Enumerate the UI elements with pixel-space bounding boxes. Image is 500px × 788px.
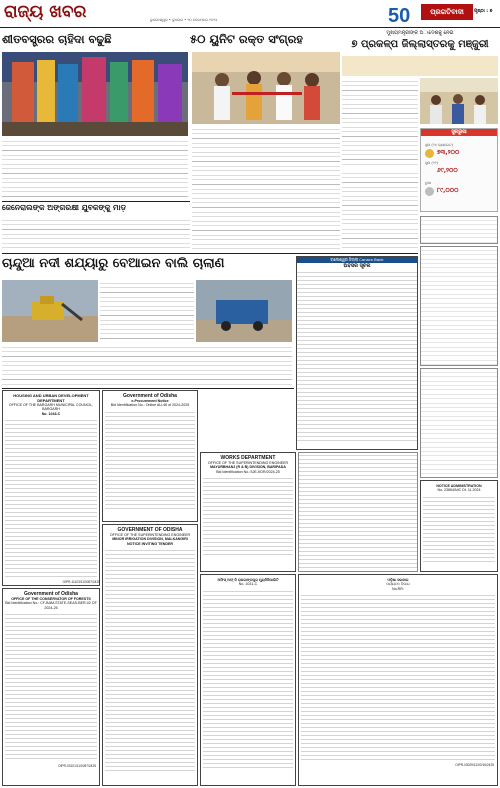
headline-projects: ୭ ପ୍ରକଳ୍ପ ଜିଲ୍ଲାସ୍ତରକୁ ମଞ୍ଜୁରୀ <box>351 39 489 50</box>
gold22-value: ୬୯,୨୦୦ <box>437 167 458 174</box>
winter-clothes-photo <box>2 52 188 136</box>
page-number: ପୃଷ୍ଠା : ୭ <box>474 9 493 14</box>
works-circle: MAYURBHANJ (R & B) DIVISION, BARIPADA <box>210 465 286 470</box>
general-article-text <box>2 217 190 251</box>
svg-text:50: 50 <box>388 5 411 26</box>
masthead-subline: ଭୁବନେଶ୍ୱର • ବୁଧବାର • ୨୦ ନଭେମ୍ବର ୨୦୨୪ <box>150 18 218 22</box>
housing-sub: OFFICE OF THE BARGARH MUNICIPAL COUNCIL, BARGARH <box>8 403 94 412</box>
section-title: ରାଜ୍ୟ ଖବର <box>4 2 87 22</box>
rajgangpur-no: No. 1031-C <box>238 582 258 587</box>
minor-notice-label: NOTICE INVITING TENDER <box>127 541 173 546</box>
rule-ads <box>2 388 294 389</box>
silver-value: ୮୯,୦୦୦ <box>437 187 459 194</box>
housing-notice <box>2 390 100 586</box>
center-filler <box>298 452 418 572</box>
bank-notice-title: ବାଲେଶ୍ୱର ଜିଲ୍ଲା Canara Bank <box>297 257 417 263</box>
odisha-eproc-notice <box>102 390 198 522</box>
tourism-no: No.RR: <box>392 586 404 591</box>
gold-coin-icon <box>425 149 434 158</box>
anniversary-logo <box>386 2 418 26</box>
masthead <box>0 0 500 30</box>
tourism-sub: ପର୍ଯ୍ୟଟନ ବିଭାଗ <box>386 582 410 587</box>
section-title-box <box>4 2 154 24</box>
projects-article-text-2 <box>342 170 418 224</box>
tourism-oipr: OIPR-03029/11/00/16/2425 <box>455 763 494 768</box>
odisha-eproc-body <box>105 410 195 510</box>
nla-title: NOTICE ADMINISTRATION <box>436 484 482 488</box>
headline-blood: ୫୦ ୟୁନିଟ ରକ୍ତ ସଂଗ୍ରହ <box>190 32 304 46</box>
blood-article-text <box>192 126 340 250</box>
works-bid: Bid Identification No.:SJE-KDR/2024-25 <box>216 469 280 474</box>
truck-photo <box>196 280 292 342</box>
winter-article-text <box>2 138 188 200</box>
minor-body <box>105 548 195 772</box>
nla-no: No. 23854/NIC Dt. 11.2024 <box>437 488 481 493</box>
forest-title: Government of Odisha <box>24 591 78 597</box>
silver-label: ରୁପା <box>425 181 432 185</box>
river-article-text-b <box>2 344 292 386</box>
works-body <box>203 476 293 556</box>
forest-bid: Bid Identification No.: CF-BAM-STATE-SEAS-BER-02 OF 2024-25 <box>5 601 97 610</box>
blood-donation-photo <box>192 52 340 124</box>
sidebar-ad-3 <box>420 368 498 478</box>
masthead-rule <box>0 27 500 28</box>
odisha-eproc-title: Government of Odisha <box>123 393 177 399</box>
minor-sub: OFFICE OF THE SUPERINTENDING ENGINEER <box>109 533 191 537</box>
rajgangpur-body <box>203 589 293 769</box>
housing-oipr: OIPR-11103/11/0057/2425 <box>62 580 100 584</box>
nla-notice <box>420 480 498 572</box>
nla-body <box>423 495 495 563</box>
housing-title: HOUSING AND URBAN DEVELOPMENT DEPARTMENT <box>13 393 89 403</box>
forest-oipr: OIPR-03101/11/0057/2425 <box>58 764 96 769</box>
rajgangpur-title: ଅଫିସ୍ ଅଫ୍ ଦି ରାଜଗାଙ୍ଗପୁର ମ୍ୟୁନିସିପାଲିଟି <box>217 578 279 582</box>
river-article-text-a <box>100 280 194 342</box>
minor-title: GOVERNMENT OF ODISHA <box>117 527 183 533</box>
minor-irrigation-notice <box>102 524 198 786</box>
market-box <box>420 128 498 212</box>
tourism-title: ଓଡ଼ିଶା ସରକାର <box>387 578 409 582</box>
forest-sub: OFFICE OF THE CONSERVATOR OF FORESTS <box>11 597 91 601</box>
sidebar-ad-2 <box>420 246 498 366</box>
forest-body <box>5 612 97 762</box>
works-title: WORKS DEPARTMENT <box>220 455 276 461</box>
silver-coin-icon <box>425 187 434 196</box>
tourism-body <box>301 593 495 761</box>
brand-box <box>421 4 473 20</box>
projects-inset-photo <box>420 78 498 124</box>
bank-notice-heading: ଅବସର ସୂଚନା <box>343 263 371 269</box>
housing-body <box>5 418 97 578</box>
projects-article-text-1 <box>342 78 418 168</box>
market-title: ସୁନାରୁପା <box>421 129 497 136</box>
gold-label: ସୁନା (୨୪ କ୍ୟାରେଟ) <box>425 143 453 147</box>
rajgangpur-notice <box>200 574 296 786</box>
projects-article-text-3 <box>342 226 418 252</box>
gold22-label: ସୁନା (୨୨) <box>425 161 438 165</box>
rule-row3 <box>2 253 418 254</box>
bank-notice-body <box>297 270 417 444</box>
sand-mining-photo <box>2 280 98 342</box>
sidebar-ad-1 <box>420 216 498 244</box>
gold-value: ୭୩,୨୦୦ <box>437 149 460 156</box>
headline-winter: ଶୀତବସ୍ତ୍ରର ଚାହିଦା ବଢୁଛି <box>2 32 112 46</box>
headline-kicker: ମୁଖ୍ୟମନ୍ତ୍ରୀଙ୍କ ଅାଦେଶକୁ ନେଇ <box>386 30 454 36</box>
minor-circle: MINOR IRRIGATION DIVISION, MALKANGIRI <box>112 537 188 542</box>
headline-general: ଜେନେରାଲଙ୍କ ଅଙ୍ଗରକ୍ଷୀ ଯୁବକଙ୍କୁ ମାଡ଼ <box>2 203 127 212</box>
housing-no: No. 1043-C <box>41 411 61 416</box>
tourism-notice <box>298 574 498 786</box>
brand-name: ପ୍ରଗତିବାଦୀ <box>430 8 464 16</box>
odisha-eproc-bid: Bid Identification No.: Online AU-46 of 2024-2025 <box>110 403 190 408</box>
projects-photo <box>342 56 498 76</box>
headline-river: ଚାନ୍ଦୁଆ ନଦୀ ଶଯ୍ୟାରୁ ବେଆଇନ ବାଲି ଚାଲାଣ <box>2 256 225 271</box>
works-notice <box>200 452 296 572</box>
forest-notice <box>2 588 100 786</box>
rule-row2 <box>2 201 190 202</box>
bank-notice <box>296 256 418 450</box>
odisha-eproc-sub: e-Procurement Notice <box>131 399 169 403</box>
works-sub: OFFICE OF THE SUPERINTENDING ENGINEER <box>207 461 289 465</box>
